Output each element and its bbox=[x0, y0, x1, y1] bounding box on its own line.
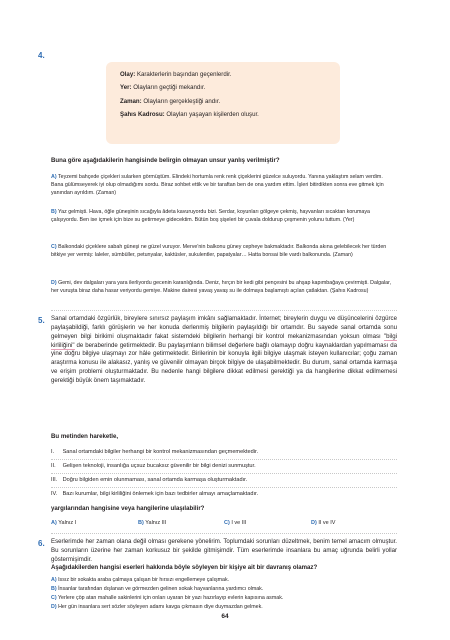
question-6-stem: Aşağıdakilerden hangisi eserleri hakkında böyle söyleyen bir kişiye ait bir davranış olamaz? bbox=[51, 564, 318, 571]
question-5-stem: yargılarından hangisine veya hangilerine ulaşılabilir? bbox=[51, 505, 205, 512]
question-4-number: 4. bbox=[38, 51, 45, 60]
definition-olay: Olay: Karakterlerin başından geçenlerdir. bbox=[120, 71, 232, 78]
statement-1: I. Sanal ortamdaki bilgiler herhangi bir kontrol mekanizmasından geçmemektedir. bbox=[51, 449, 259, 455]
question-5-lead: Bu metinden hareketle, bbox=[51, 433, 119, 440]
question-4-option-a[interactable]: A) Teyzemi bahçede çiçekleri sularken görmüştüm. Elindeki hortumla renk renk çiçeklerini güzelce suluyordu. Yanına yaklaştım selam verdim. Bana gülümseyerek iyi olup olmadığımı sordu. Biraz sohbet ettik ve bir taraftan ben de ona yardım ettim. İşleri bitirdikten sonra eve gitmek için yanından ayrıldım. (Zaman) bbox=[51, 174, 384, 196]
page-number: 64 bbox=[221, 613, 229, 620]
question-5-paragraph: Sanal ortamdaki özgürlük, bireylere sınırsız paylaşım imkânı sağlamaktadır. İnternet; bireylerin duygu ve düşüncelerini özgürce paylaşabildiği, farklı görüşlerin ve her konuda derlenmiş bilgilerin paylaşıldığı bir ortamdır. Bu sayede sanal ortamda sonu gelmeyen bilgi birikimi oluşmaktadır fakat sistemdeki bilgilerin herhangi bir kontrol mekanizmasından yoksun olması "bilgi kirliliğini" de beraberinde getirmektedir. Bu paylaşımların bilimsel değerlere bağlı olamayıp doğru kaynaklardan yapılmaması da yine doğru bilgiye ulaşmayı zor hâle getirmektedir. Birilerinin bir konuyla ilgili bilgiye ulaşmak isteyen kullanıcılar; çoğu zaman araştırma konusu ile alakasız, yanlış ve güvenilir olmayan birçok bilgiye de ulaşabilmektedir. Bu durum, sanal ortamda karmaşa ve erişim problemi oluşturmaktadır. Bu nedenle hangi bilgilere dikkat edilmesi gerektiği ya da hangilerine dikkat edilmemesi gerektiği büyük önem taşımaktadır. bbox=[51, 315, 397, 384]
question-5-option-a[interactable]: A) Yalnız I bbox=[51, 520, 77, 526]
question-5-number: 5. bbox=[38, 316, 45, 325]
question-4-option-b[interactable]: B) Yaz gelmişti. Hava, öğle güneşinin sıcağıyla âdeta kavuruyordu bizi. Serdar, koyunları gölgeye çekmiş, hayvanları sıcaktan korumaya çalışıyordu. Ben ise içmek için bize su getirmeye gidecektim. Bütün boş şişeleri bir çuvala doldurup çeşmenin yolunu tuttum. (Yer) bbox=[51, 209, 370, 223]
definition-zaman: Zaman: Olayların gerçekleştiği andır. bbox=[120, 97, 221, 105]
definition-yer: Yer: Olayların geçtiği mekandır. bbox=[120, 84, 206, 92]
highlighted-term: "bilgi kirliliğini" bbox=[51, 332, 397, 349]
question-6-option-d[interactable]: D) Her gün insanlara sert sözler söyleyen adamı kavga çıkmasın diye duymazdan gelmek. bbox=[51, 604, 263, 610]
divider bbox=[51, 473, 397, 474]
divider bbox=[51, 459, 397, 460]
divider bbox=[51, 533, 397, 534]
definition-sahis-kadrosu: Şahıs Kadrosu: Olayları yaşayan kişilerden oluşur. bbox=[120, 111, 259, 119]
definition-box bbox=[106, 62, 340, 144]
question-5-option-c[interactable]: C) I ve III bbox=[224, 520, 247, 526]
question-4-option-d[interactable]: D) Gemi, dev dalgaları yara yara ilerliyordu gecenin karanlığında. Deniz, hırçın bir kedi gibi pençesini bu ahşap kapımbağaya çevirmişti. Dalgalar, her vuruşta biraz daha hasar veriyordu gemiye. Makine dairesi yavaş yavaş su ile dolmaya başlamıştı açılan çatlaktan. (Şahıs Kadrosu) bbox=[51, 280, 392, 294]
question-6-number: 6. bbox=[38, 539, 45, 548]
question-4-stem: Buna göre aşağıdakilerin hangisinde belirgin olmayan unsur yanlış verilmiştir? bbox=[51, 157, 280, 164]
divider bbox=[51, 487, 397, 488]
question-6-option-c[interactable]: C) Yerlere çöp atan mahalle sakinlerini için onları uyaran bir yazı hazırlayıp evlerin kapısına asmak. bbox=[51, 595, 284, 601]
question-6-option-a[interactable]: A) Issız bir sokakta araba çalmaya çalışan bir hırsızı engellemeye çalışmak. bbox=[51, 577, 230, 583]
statement-4: IV. Bazı kurumlar, bilgi kirliliğini önlemek için bazı tedbirler almayı amaçlamaktadır. bbox=[51, 491, 259, 497]
question-6-paragraph: Eserlerimde her zaman olana değil olması gerekene yönelirim. Toplumdaki sorunları düzeltmek, benim temel amacım olmuştur. Bu sorunların üzerine her zaman korkusuz bir şekilde gitmişimdir. Tüm eserlerimde insanlara bu amaç uğrunda belirli yollar göstermişimdir. bbox=[51, 538, 397, 563]
question-6-option-b[interactable]: B) İnsanlar tarafından dışlanan ve görmezden gelinen sokak hayvanlarına yardımcı olmak. bbox=[51, 586, 264, 592]
statement-2: II. Gelişen teknoloji, insanlığa uçsuz bucaksız güvenilir bir bilgi denizi sunmuştur. bbox=[51, 463, 256, 469]
divider bbox=[51, 310, 397, 311]
question-4-option-c[interactable]: C) Balkondaki çiçeklere sabah güneşi ne güzel vuruyor. Merve'nin balkonu güney cepheye bakmaktadır. Balkonda akına gelebilecek her türden bitkiye yer vermiş: laleler, sümbüller, petunyalar, kaktüsler, sukulentler, papatyalar… Hatta bonsai bile vardı balkonunda. (Zaman) bbox=[51, 244, 387, 258]
statement-3: III. Doğru bilgiden emin olunmaması, sanal ortamda karmaşa oluşturmaktadır. bbox=[51, 477, 248, 483]
question-5-option-b[interactable]: B) Yalnız III bbox=[138, 520, 167, 526]
question-5-options bbox=[51, 520, 397, 528]
question-5-option-d[interactable]: D) II ve IV bbox=[311, 520, 336, 526]
